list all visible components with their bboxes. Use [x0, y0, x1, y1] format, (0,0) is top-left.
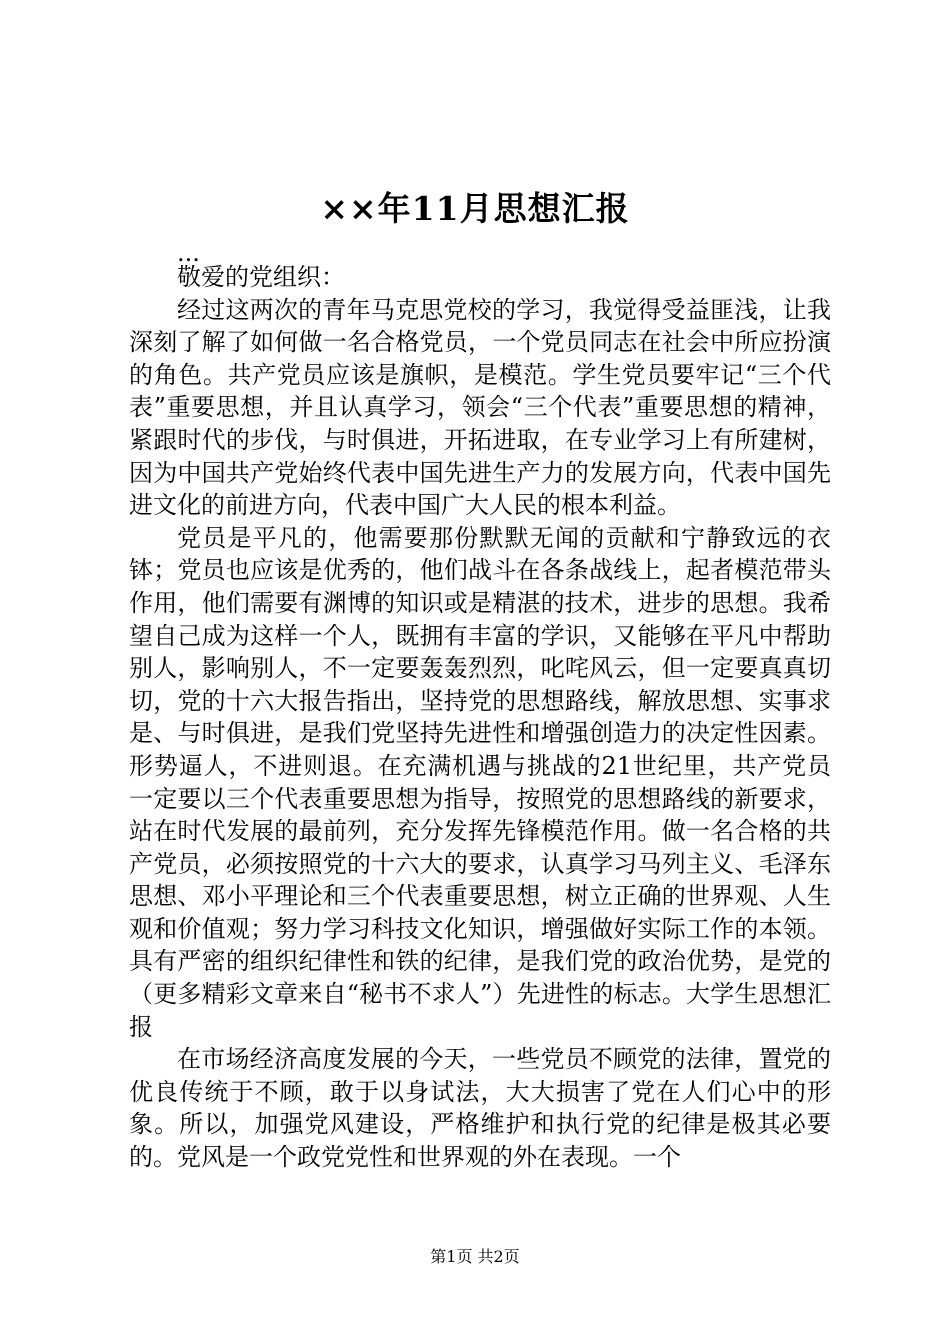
paragraph-3: 在市场经济高度发展的今天，一些党员不顾党的法律，置党的优良传统于不顾，敢于以身试法，大大损害了党在人们心中的形象。所以，加强党风建设，严格维护和执行党的纪律是极其必要的。党风是一个政党党性和世界观的外在表现。一个: [129, 1045, 831, 1172]
paragraph-2: 党员是平凡的，他需要那份默默无闻的贡献和宁静致远的衣钵；党员也应该是优秀的，他们战斗在各条战线上，起者模范带头作用，他们需要有渊博的知识或是精湛的技术，进步的思想。我希望自己成为这样一个人，既拥有丰富的学识，又能够在平凡中帮助别人，影响别人，不一定要轰轰烈烈，叱咤风云，但一定要真真切切，党的十六大报告指出，坚持党的思想路线，解放思想、实事求是、与时俱进，是我们党坚持先进性和增强创造力的决定性因素。形势逼人，不进则退。在充满机遇与挑战的21世纪里，共产党员一定要以三个代表重要思想为指导，按照党的思想路线的新要求，站在时代发展的最前列，充分发挥先锋模范作用。做一名合格的共产党员，必须按照党的十六大的要求，认真学习马列主义、毛泽东思想、邓小平理论和三个代表重要思想，树立正确的世界观、人生观和价值观；努力学习科技文化知识，增强做好实际工作的本领。具有严密的组织纪律性和铁的纪律，是我们党的政治优势，是党的（更多精彩文章来自“秘书不求人”）先进性的标志。大学生思想汇报: [129, 523, 831, 1041]
paragraph-1: 经过这两次的青年马克思党校的学习，我觉得受益匪浅，让我深刻了解了如何做一名合格党员，一个党员同志在社会中所应扮演的角色。共产党员应该是旗帜，是模范。学生党员要牢记“三个代表”重要思想，并且认真学习，领会“三个代表”重要思想的精神，紧跟时代的步伐，与时俱进，开拓进取，在专业学习上有所建树，因为中国共产党始终代表中国先进生产力的发展方向，代表中国先进文化的前进方向，代表中国广大人民的根本利益。: [129, 295, 831, 520]
document-body: [129, 239, 831, 1174]
document-title: ××年11月思想汇报: [320, 189, 630, 228]
salutation: 敬爱的党组织：: [177, 263, 345, 291]
ellipsis-line: ...: [177, 239, 200, 267]
page-number-footer: 第1页 共2页: [430, 1247, 520, 1266]
